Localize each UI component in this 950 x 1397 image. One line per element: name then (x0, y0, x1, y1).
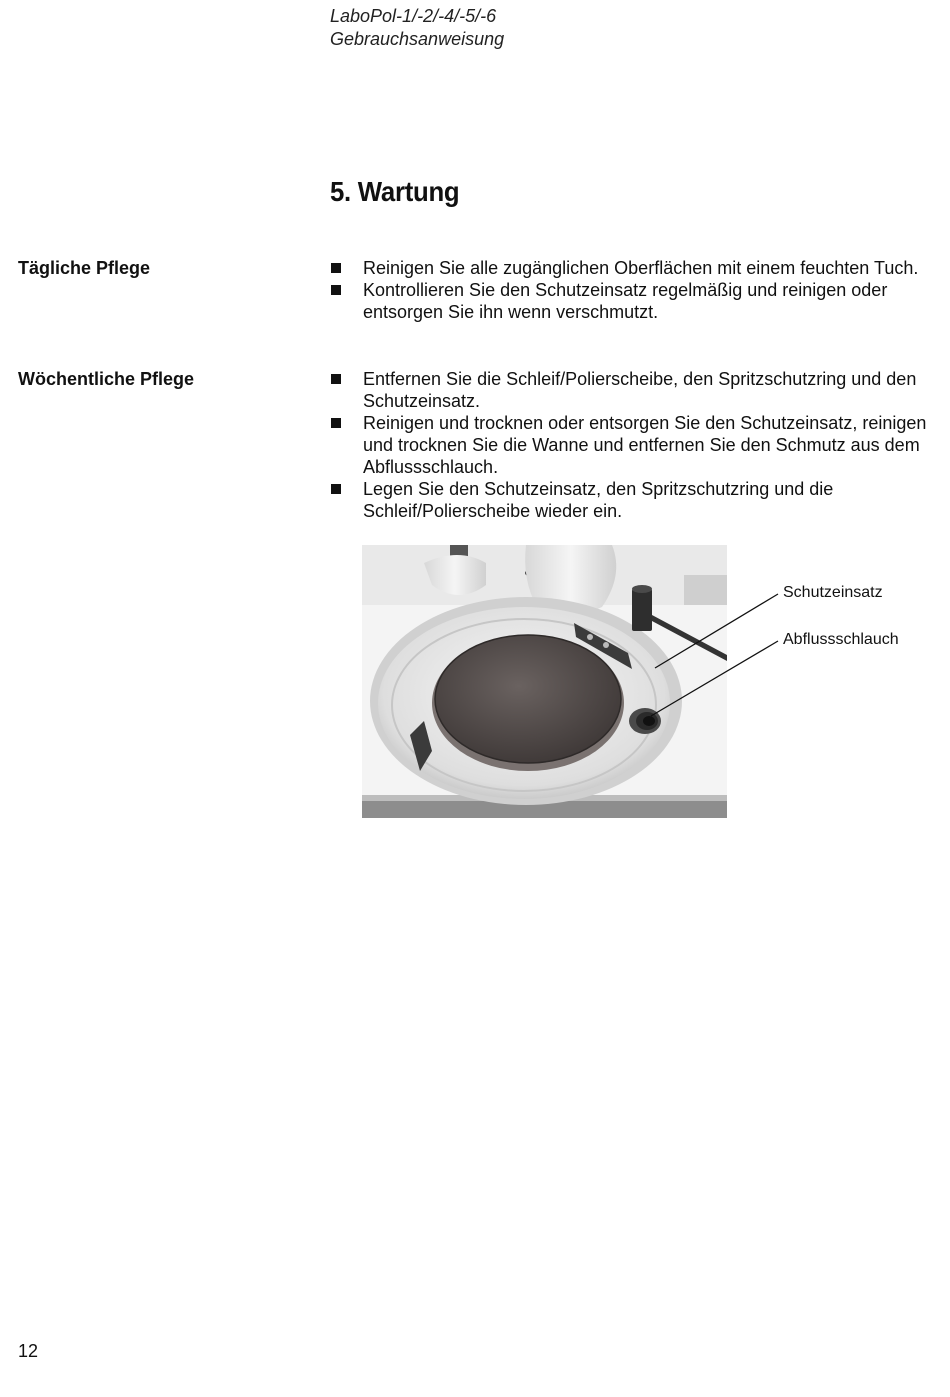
square-bullet-icon (331, 484, 341, 494)
callout-schutzeinsatz: Schutzeinsatz (783, 584, 883, 601)
square-bullet-icon (331, 418, 341, 428)
daily-care-list (330, 257, 930, 323)
square-bullet-icon (331, 374, 341, 384)
machine-photo (362, 545, 727, 818)
document-type: Gebrauchsanweisung (330, 29, 505, 49)
document-header (330, 5, 504, 51)
list-item-text: Kontrollieren Sie den Schutzeinsatz regelmäßig und reinigen oder entsorgen Sie ihn wenn verschmutzt. (363, 280, 888, 322)
list-item (330, 257, 930, 279)
list-item (330, 279, 930, 323)
page-number: 12 (18, 1341, 39, 1361)
list-item-text: Legen Sie den Schutzeinsatz, den Spritzschutzring und die Schleif/Polierscheibe wieder ein. (363, 479, 834, 521)
weekly-care-list (330, 368, 930, 522)
daily-care-label: Tägliche Pflege (18, 258, 151, 278)
list-item (330, 478, 930, 522)
polishing-machine-illustration (362, 545, 727, 818)
section-title: 5. Wartung (330, 176, 460, 207)
list-item-text: Entfernen Sie die Schleif/Polierscheibe, den Spritzschutzring und den Schutzeinsatz. (363, 369, 917, 411)
list-item (330, 412, 930, 478)
square-bullet-icon (331, 285, 341, 295)
square-bullet-icon (331, 263, 341, 273)
list-item-text: Reinigen und trocknen oder entsorgen Sie den Schutzeinsatz, reinigen und trocknen Sie die Wanne und entfernen Sie den Schmutz aus dem Abflussschlauch. (363, 413, 927, 477)
product-name: LaboPol-1/-2/-4/-5/-6 (330, 6, 497, 26)
callout-abflussschlauch: Abflussschlauch (783, 631, 899, 648)
weekly-care-label: Wöchentliche Pflege (18, 369, 195, 389)
list-item-text: Reinigen Sie alle zugänglichen Oberflächen mit einem feuchten Tuch. (363, 258, 919, 278)
list-item (330, 368, 930, 412)
